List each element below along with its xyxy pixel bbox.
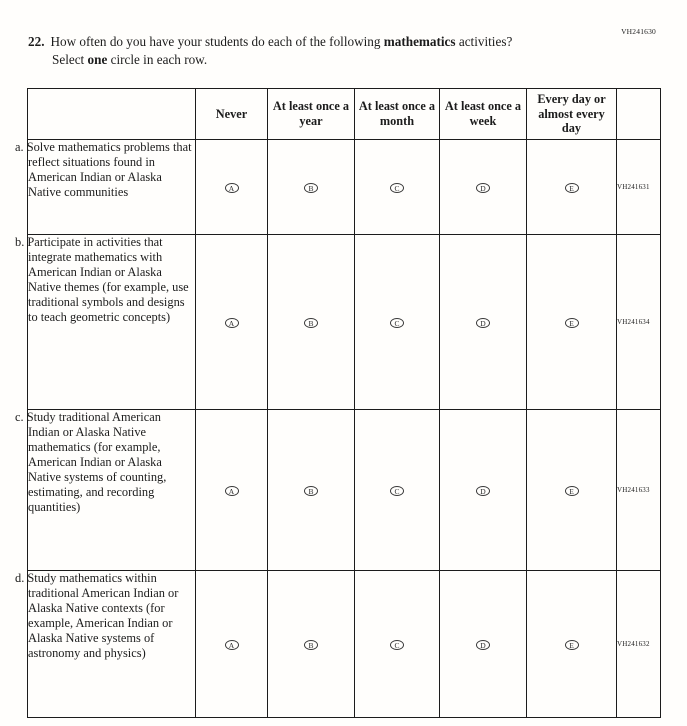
option-circle-c[interactable]: C [390, 486, 404, 496]
option-circle-a[interactable]: A [225, 486, 239, 496]
row-code-b: VH241634 [617, 234, 661, 409]
option-circle-c[interactable]: C [390, 640, 404, 650]
question-instruction [52, 51, 638, 68]
cell-a-once-a-month [355, 139, 440, 234]
row-code-c: VH241633 [617, 409, 661, 570]
cell-c-once-a-year [268, 409, 355, 570]
table-row-b [28, 234, 661, 409]
option-circle-b[interactable]: B [304, 486, 318, 496]
cell-c-never [196, 409, 268, 570]
cell-c-every-day [527, 409, 617, 570]
question-block [28, 33, 638, 68]
option-circle-a[interactable]: A [225, 640, 239, 650]
row-code-d: VH241632 [617, 570, 661, 717]
option-circle-a[interactable]: A [225, 318, 239, 328]
option-circle-e[interactable]: E [565, 486, 579, 496]
column-header-once-a-year: At least once a year [268, 89, 355, 140]
option-circle-e[interactable]: E [565, 183, 579, 193]
instruction-bold: one [87, 52, 108, 68]
cell-a-once-a-week [440, 139, 527, 234]
column-header-never: Never [196, 89, 268, 140]
question-text [28, 33, 638, 50]
table-row-c [28, 409, 661, 570]
option-circle-b[interactable]: B [304, 640, 318, 650]
question-number: 22. [28, 34, 45, 49]
question-text-prefix: How often do you have your students do each of the following [50, 34, 384, 49]
option-circle-e[interactable]: E [565, 640, 579, 650]
cell-d-once-a-month [355, 570, 440, 717]
code-column-header [617, 89, 661, 140]
cell-d-once-a-week [440, 570, 527, 717]
row-label-b: b. Participate in activities that integrate mathematics with American Indian or Alaska Native themes (for example, use traditional symbols and designs to teach geometric concepts) [28, 234, 196, 409]
instruction-prefix: Select [52, 52, 88, 68]
option-circle-d[interactable]: D [476, 640, 490, 650]
header-row [28, 89, 661, 140]
cell-a-every-day [527, 139, 617, 234]
column-header-once-a-week: At least once a week [440, 89, 527, 140]
column-header-once-a-month: At least once a month [355, 89, 440, 140]
cell-d-never [196, 570, 268, 717]
cell-b-once-a-week [440, 234, 527, 409]
cell-d-every-day [527, 570, 617, 717]
option-circle-d[interactable]: D [476, 486, 490, 496]
cell-b-never [196, 234, 268, 409]
column-header-every-day: Every day or almost every day [527, 89, 617, 140]
cell-b-once-a-month [355, 234, 440, 409]
frequency-table [15, 88, 661, 718]
cell-b-every-day [527, 234, 617, 409]
option-circle-c[interactable]: C [390, 318, 404, 328]
option-circle-b[interactable]: B [304, 318, 318, 328]
row-label-a: a. Solve mathematics problems that reflect situations found in American Indian or Alaska Native communities [28, 139, 196, 234]
question-text-bold: mathematics [383, 34, 456, 49]
cell-a-once-a-year [268, 139, 355, 234]
question-text-suffix: activities? [455, 34, 513, 49]
option-circle-b[interactable]: B [304, 183, 318, 193]
cell-d-once-a-year [268, 570, 355, 717]
cell-c-once-a-week [440, 409, 527, 570]
table-row-a [28, 139, 661, 234]
option-circle-d[interactable]: D [476, 318, 490, 328]
option-circle-c[interactable]: C [390, 183, 404, 193]
option-circle-a[interactable]: A [225, 183, 239, 193]
cell-c-once-a-month [355, 409, 440, 570]
instruction-suffix: circle in each row. [107, 52, 208, 68]
option-circle-e[interactable]: E [565, 318, 579, 328]
option-circle-d[interactable]: D [476, 183, 490, 193]
row-label-d: d. Study mathematics within traditional American Indian or Alaska Native contexts (for example, American Indian or Alaska Native systems of astronomy and physics) [28, 570, 196, 717]
row-code-a: VH241631 [617, 139, 661, 234]
row-label-c: c. Study traditional American Indian or Alaska Native mathematics (for example, American Indian or Alaska Native systems of counting, estimating, and recording quantities) [28, 409, 196, 570]
table-row-d [28, 570, 661, 717]
corner-header [28, 89, 196, 140]
page-code: VH241630 [621, 27, 656, 36]
cell-b-once-a-year [268, 234, 355, 409]
cell-a-never [196, 139, 268, 234]
